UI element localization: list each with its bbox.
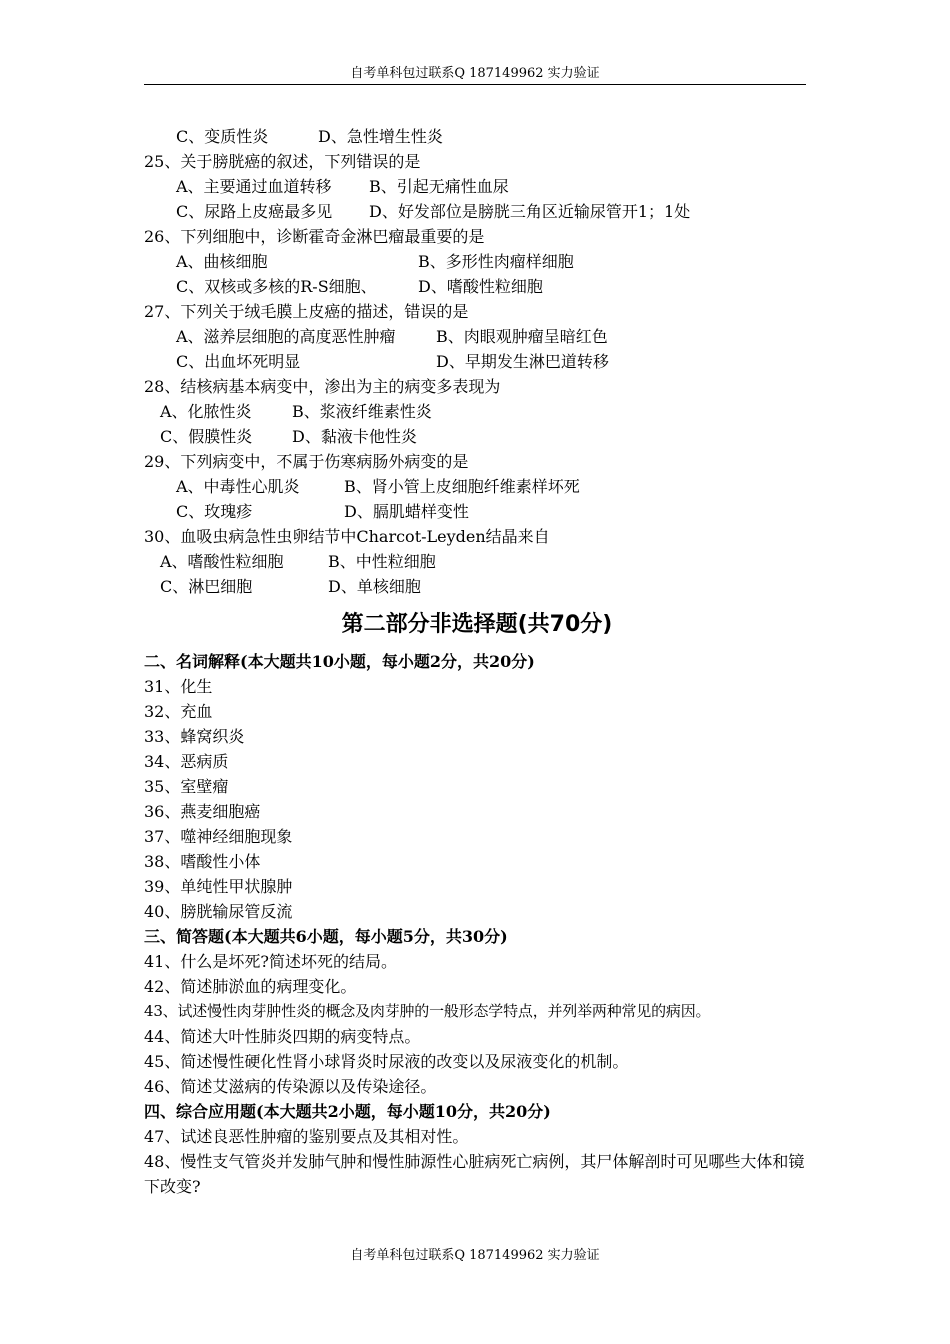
term-item: 36、燕麦细胞癌 bbox=[144, 802, 261, 821]
q25-option-a: A、主要通过血道转移 bbox=[176, 177, 332, 196]
q29-option-b: B、肾小管上皮细胞纤维素样坏死 bbox=[344, 477, 580, 496]
short-answer-item: 43、试述慢性肉芽肿性炎的概念及肉芽肿的一般形态学特点，并列举两种常见的病因。 bbox=[144, 1002, 711, 1020]
short-answer-item: 44、简述大叶性肺炎四期的病变特点。 bbox=[144, 1027, 421, 1046]
section2-title: 二、名词解释(本大题共10小题，每小题2分，共20分) bbox=[144, 652, 535, 671]
q28-option-d: D、黏液卡他性炎 bbox=[292, 427, 417, 446]
section4-title: 四、综合应用题(本大题共2小题，每小题10分，共20分) bbox=[144, 1102, 551, 1121]
q27-option-b: B、肉眼观肿瘤呈暗红色 bbox=[436, 327, 608, 346]
short-answer-item: 41、什么是坏死?简述坏死的结局。 bbox=[144, 952, 397, 971]
application-item: 48、慢性支气管炎并发肺气肿和慢性肺源性心脏病死亡病例，其尸体解剖时可见哪些大体和镜下改变? bbox=[144, 1152, 805, 1196]
q24-options-cd bbox=[144, 124, 810, 149]
q28-options-ab bbox=[144, 399, 810, 424]
q27-options-cd bbox=[144, 349, 810, 374]
q28-options-cd bbox=[144, 424, 810, 449]
q28-option-c: C、假膜性炎 bbox=[160, 427, 253, 446]
q25-option-d: D、好发部位是膀胱三角区近输尿管开1；1处 bbox=[369, 202, 691, 221]
q25-option-b: B、引起无痛性血尿 bbox=[369, 177, 509, 196]
q30-option-c: C、淋巴细胞 bbox=[160, 577, 253, 596]
q26-options-cd bbox=[144, 274, 810, 299]
q30-option-b: B、中性粒细胞 bbox=[328, 552, 436, 571]
header-rule bbox=[144, 84, 806, 85]
page-body bbox=[144, 124, 810, 1199]
q29-options-ab bbox=[144, 474, 810, 499]
term-item: 31、化生 bbox=[144, 677, 213, 696]
term-item: 38、嗜酸性小体 bbox=[144, 852, 261, 871]
q29-option-c: C、玫瑰疹 bbox=[176, 502, 253, 521]
q24-option-c: C、变质性炎 bbox=[176, 127, 269, 146]
short-answer-item: 42、简述肺淤血的病理变化。 bbox=[144, 977, 357, 996]
term-item: 34、恶病质 bbox=[144, 752, 229, 771]
q24-option-d: D、急性增生性炎 bbox=[318, 127, 443, 146]
q29-option-d: D、膈肌蜡样变性 bbox=[344, 502, 469, 521]
q30-option-a: A、嗜酸性粒细胞 bbox=[160, 552, 284, 571]
q27-option-d: D、早期发生淋巴道转移 bbox=[436, 352, 609, 371]
q25-option-c: C、尿路上皮癌最多见 bbox=[176, 202, 333, 221]
q27-stem: 27、下列关于绒毛膜上皮癌的描述，错误的是 bbox=[144, 302, 469, 321]
section3-title: 三、简答题(本大题共6小题，每小题5分，共30分) bbox=[144, 927, 508, 946]
q28-stem: 28、结核病基本病变中，渗出为主的病变多表现为 bbox=[144, 377, 501, 396]
q26-stem: 26、下列细胞中，诊断霍奇金淋巴瘤最重要的是 bbox=[144, 227, 485, 246]
q25-stem: 25、关于膀胱癌的叙述，下列错误的是 bbox=[144, 152, 421, 171]
q30-options-cd bbox=[144, 574, 810, 599]
q30-stem: 30、血吸虫病急性虫卵结节中Charcot-Leyden结晶来自 bbox=[144, 527, 550, 546]
short-answer-item: 45、简述慢性硬化性肾小球肾炎时尿液的改变以及尿液变化的机制。 bbox=[144, 1052, 629, 1071]
q28-option-b: B、浆液纤维素性炎 bbox=[292, 402, 432, 421]
page-header: 自考单科包过联系Q 187149962 实力验证 bbox=[350, 66, 600, 81]
term-item: 40、膀胱输尿管反流 bbox=[144, 902, 293, 921]
q26-option-a: A、曲核细胞 bbox=[176, 252, 268, 271]
term-item: 39、单纯性甲状腺肿 bbox=[144, 877, 293, 896]
q30-options-ab bbox=[144, 549, 810, 574]
term-item: 35、室壁瘤 bbox=[144, 777, 229, 796]
q27-option-c: C、出血坏死明显 bbox=[176, 352, 301, 371]
q25-options-ab bbox=[144, 174, 810, 199]
short-answer-item: 46、简述艾滋病的传染源以及传染途径。 bbox=[144, 1077, 437, 1096]
q26-option-b: B、多形性肉瘤样细胞 bbox=[418, 252, 574, 271]
term-item: 32、充血 bbox=[144, 702, 213, 721]
term-item: 33、蜂窝织炎 bbox=[144, 727, 245, 746]
part2-title: 第二部分非选择题(共70分) bbox=[341, 612, 613, 637]
application-item: 47、试述良恶性肿瘤的鉴别要点及其相对性。 bbox=[144, 1127, 469, 1146]
term-item: 37、噬神经细胞现象 bbox=[144, 827, 293, 846]
q27-options-ab bbox=[144, 324, 810, 349]
q26-option-c: C、双核或多核的R-S细胞、 bbox=[176, 277, 377, 296]
q27-option-a: A、滋养层细胞的高度恶性肿瘤 bbox=[176, 327, 396, 346]
q29-options-cd bbox=[144, 499, 810, 524]
page-footer: 自考单科包过联系Q 187149962 实力验证 bbox=[350, 1248, 600, 1263]
q26-options-ab bbox=[144, 249, 810, 274]
q25-options-cd bbox=[144, 199, 810, 224]
q29-stem: 29、下列病变中，不属于伤寒病肠外病变的是 bbox=[144, 452, 469, 471]
q29-option-a: A、中毒性心肌炎 bbox=[176, 477, 300, 496]
q28-option-a: A、化脓性炎 bbox=[160, 402, 252, 421]
q26-option-d: D、嗜酸性粒细胞 bbox=[418, 277, 543, 296]
q30-option-d: D、单核细胞 bbox=[328, 577, 421, 596]
